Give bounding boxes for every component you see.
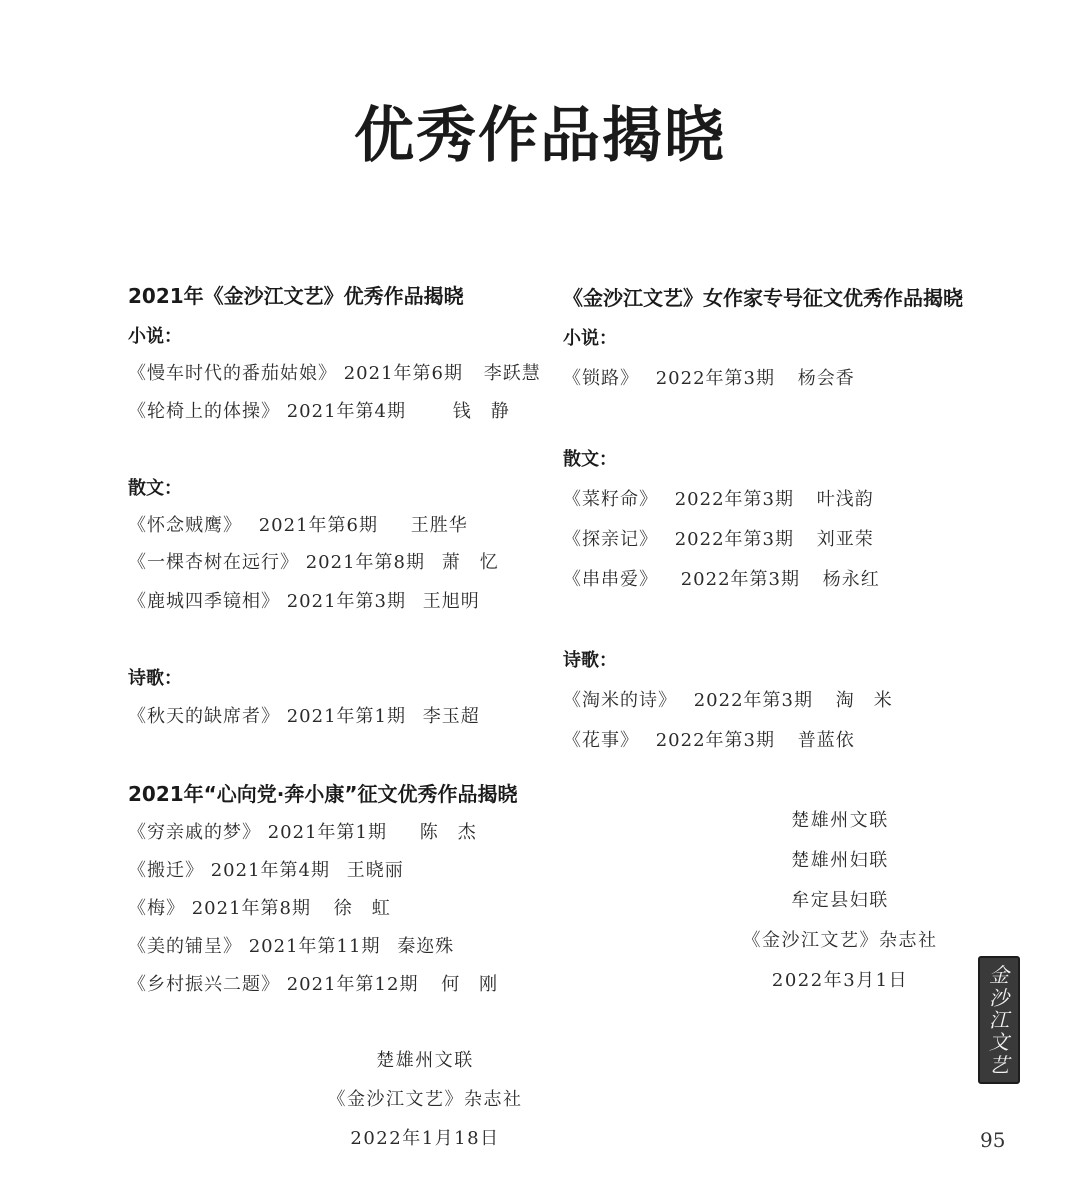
issue: 2021年第6期: [258, 515, 378, 536]
seal-char: 江: [989, 1007, 1009, 1032]
work-title: 《轮椅上的体操》: [128, 401, 280, 422]
work-title: 《穷亲戚的梦》: [128, 822, 261, 843]
work-title: 《一棵杏树在远行》: [128, 552, 299, 573]
work-title: 《搬迁》: [128, 860, 204, 881]
work-title: 《美的铺呈》: [128, 936, 242, 957]
work-title: 《鹿城四季镜相》: [128, 591, 280, 612]
work-title: 《怀念贼鹰》: [128, 515, 242, 536]
list-item: [128, 856, 404, 882]
issue: 2021年第1期: [267, 822, 387, 843]
list-item: [128, 587, 480, 613]
author: 刘亚荣: [816, 529, 874, 550]
list-item: [563, 485, 874, 511]
signature-date: 2022年1月18日: [350, 1128, 500, 1149]
signature-line: 牟定县妇联: [791, 890, 889, 911]
signature-line: 《金沙江文艺》杂志社: [327, 1089, 523, 1110]
work-title: 《梅》: [128, 898, 185, 919]
issue: 2022年第3期: [674, 529, 794, 550]
signature-line: 楚雄州妇联: [791, 850, 889, 871]
category-poetry: 诗歌：: [128, 668, 182, 689]
issue: 2021年第3期: [286, 591, 406, 612]
work-title: 《慢车时代的番茄姑娘》: [128, 363, 337, 384]
author: 叶浅韵: [816, 489, 874, 510]
category-prose: 散文：: [563, 449, 617, 470]
issue: 2021年第8期: [191, 898, 311, 919]
right-heading: 《金沙江文艺》女作家专号征文优秀作品揭晓: [563, 286, 963, 310]
page-number: 95: [980, 1128, 1006, 1152]
list-item: [128, 894, 391, 920]
left-heading: 2021年《金沙江文艺》优秀作品揭晓: [128, 284, 464, 308]
signature-line: 楚雄州文联: [376, 1050, 474, 1071]
magazine-seal-logo: [978, 956, 1020, 1084]
issue: 2022年第3期: [693, 690, 813, 711]
signature-line: 楚雄州文联: [791, 810, 889, 831]
category-fiction: 小说：: [563, 328, 617, 349]
author: 王旭明: [422, 591, 480, 612]
issue: 2022年第3期: [655, 730, 775, 751]
seal-char: 艺: [989, 1052, 1009, 1077]
page-title: 优秀作品揭晓: [354, 101, 726, 171]
author: 杨永红: [822, 569, 880, 590]
author: 普蓝依: [797, 730, 855, 751]
author: 萧 忆: [441, 552, 499, 573]
list-item: [563, 364, 855, 390]
author: 王胜华: [410, 515, 468, 536]
category-prose: 散文：: [128, 478, 182, 499]
seal-char: 金: [989, 963, 1009, 988]
work-title: 《秋天的缺席者》: [128, 706, 280, 727]
author: 陈 杰: [419, 822, 477, 843]
list-item: [563, 726, 855, 752]
list-item: [128, 932, 454, 958]
work-title: 《探亲记》: [563, 529, 658, 550]
author: 何 刚: [441, 974, 499, 995]
list-item: [128, 548, 499, 574]
author: 李玉超: [422, 706, 480, 727]
list-item: [128, 970, 498, 996]
issue: 2021年第8期: [305, 552, 425, 573]
issue: 2021年第11期: [248, 936, 381, 957]
author: 钱 静: [452, 401, 510, 422]
issue: 2021年第6期: [343, 363, 463, 384]
list-item: [128, 702, 480, 728]
issue: 2021年第4期: [210, 860, 330, 881]
list-item: [128, 397, 510, 423]
issue: 2021年第4期: [286, 401, 406, 422]
signature-line: 《金沙江文艺》杂志社: [742, 930, 938, 951]
category-fiction: 小说：: [128, 326, 182, 347]
issue: 2022年第3期: [655, 368, 775, 389]
issue: 2022年第3期: [680, 569, 800, 590]
seal-char: 沙: [989, 985, 1009, 1010]
author: 李跃慧: [483, 363, 541, 384]
seal-char: 文: [989, 1030, 1009, 1055]
list-item: [128, 818, 477, 844]
work-title: 《串串爱》: [563, 569, 658, 590]
issue: 2021年第12期: [286, 974, 419, 995]
work-title: 《乡村振兴二题》: [128, 974, 280, 995]
list-item: [563, 525, 874, 551]
list-item: [563, 686, 893, 712]
list-item: [128, 511, 468, 537]
left-heading-2: 2021年“心向党·奔小康”征文优秀作品揭晓: [128, 782, 518, 806]
list-item: [563, 565, 880, 591]
issue: 2021年第1期: [286, 706, 406, 727]
category-poetry: 诗歌：: [563, 650, 617, 671]
author: 淘 米: [835, 690, 893, 711]
work-title: 《花事》: [563, 730, 639, 751]
issue: 2022年第3期: [674, 489, 794, 510]
author: 徐 虹: [333, 898, 391, 919]
list-item: [128, 359, 541, 385]
author: 杨会香: [797, 368, 855, 389]
work-title: 《菜籽命》: [563, 489, 658, 510]
work-title: 《淘米的诗》: [563, 690, 677, 711]
author: 王晓丽: [346, 860, 404, 881]
author: 秦迩殊: [397, 936, 455, 957]
signature-date: 2022年3月1日: [771, 970, 909, 991]
work-title: 《锁路》: [563, 368, 639, 389]
